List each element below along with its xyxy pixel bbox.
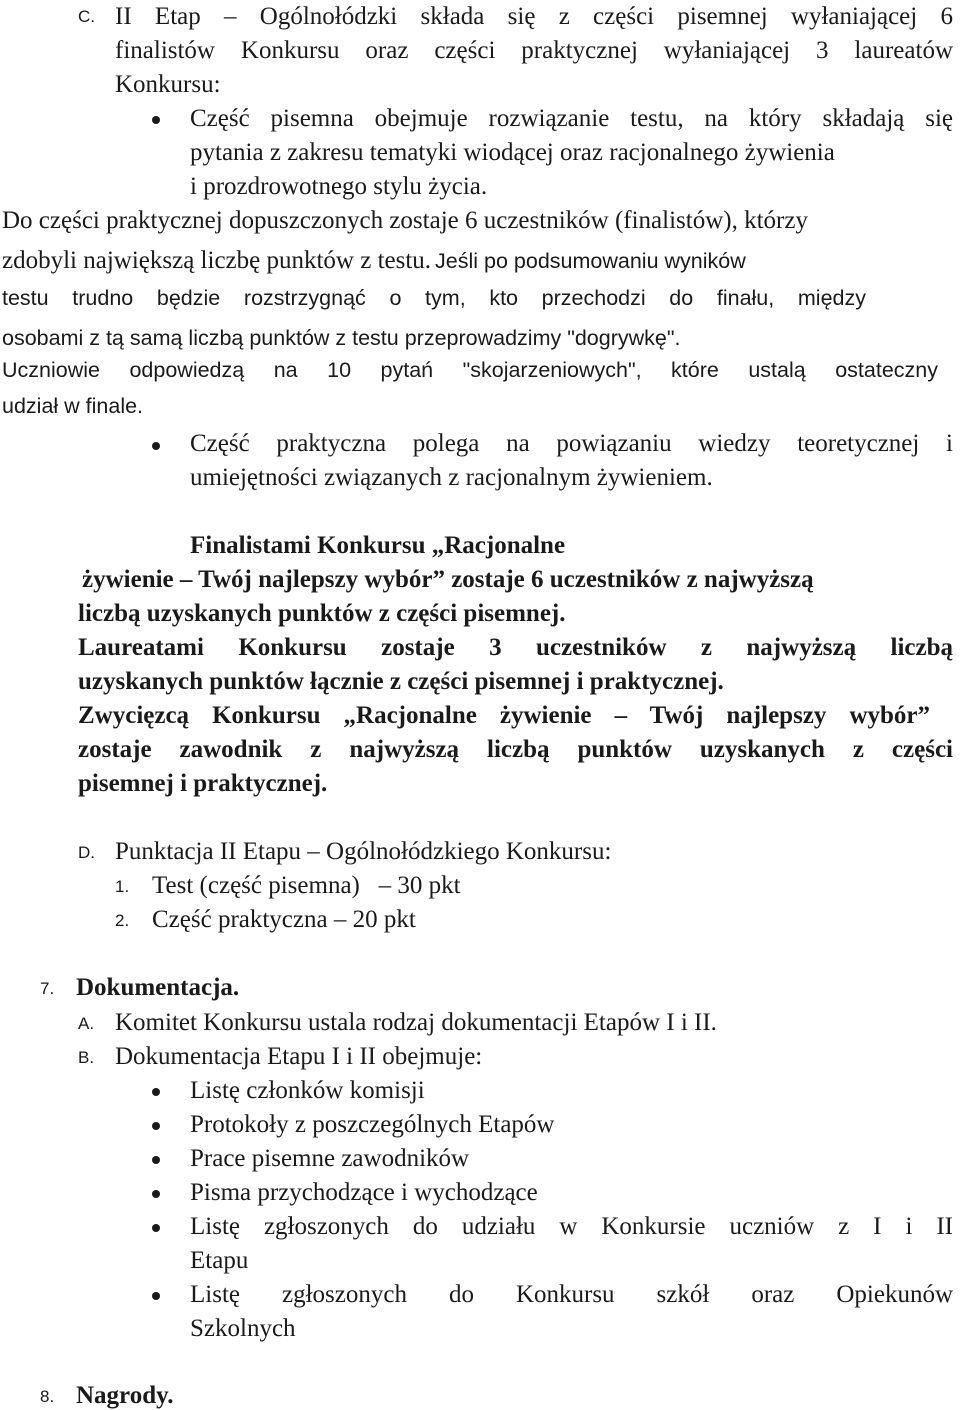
bullet1-line-3: i prozdrowotnego stylu życia. (190, 173, 488, 200)
bullet-marker (152, 1292, 160, 1300)
laureates-line-2: uzyskanych punktów łącznie z części pisemnej i praktycznej. (78, 668, 724, 695)
doc-list-item: Prace pisemne zawodników (190, 1145, 470, 1172)
laureates-line-1: Laureatami Konkursu zostaje 3 uczestników z najwyższą liczbą (78, 634, 953, 661)
sans-line-3: osobami z tą samą liczbą punktów z testu przeprowadzimy "dogrywkę". (2, 326, 681, 350)
bullet1-line-2: pytania z zakresu tematyki wiodącej oraz racjonalnego żywienia (190, 139, 835, 166)
section-7-marker: 7. (40, 979, 55, 998)
doc-list-item: Listę członków komisji (190, 1077, 425, 1104)
finalists-line-2: żywienie – Twój najlepszy wybór” zostaje 6 uczestników z najwyższą (82, 566, 814, 593)
doc-list-item-line-1: Listę zgłoszonych do udziału w Konkursie uczniów z I i II (190, 1213, 953, 1240)
bullet1-line-1: Część pisemna obejmuje rozwiązanie testu, na który składają się (190, 105, 953, 132)
section-8-title: Nagrody. (76, 1382, 174, 1409)
doc-list-item-line-2: Etapu (190, 1247, 249, 1274)
section-7-title: Dokumentacja. (76, 974, 240, 1001)
doc-list-item-line-2: Szkolnych (190, 1315, 296, 1342)
section-7b-text: Dokumentacja Etapu I i II obejmuje: (115, 1043, 483, 1070)
finalists-line-3: liczbą uzyskanych punktów z części pisemnej. (78, 600, 566, 627)
practical-para-line-1: Do części praktycznej dopuszczonych zostaje 6 uczestników (finalistów), którzy (2, 207, 808, 234)
sans-line-2: testu trudno będzie rozstrzygnąć o tym, kto przechodzi do finału, między (2, 286, 866, 310)
bullet-marker (152, 1190, 160, 1198)
bullet2-line-2: umiejętności związanych z racjonalnym żywieniem. (190, 464, 713, 491)
practical-para-line-2 (2, 248, 746, 273)
section-7b-marker: B. (78, 1048, 95, 1067)
bullet2-line-1: Część praktyczna polega na powiązaniu wiedzy teoretycznej i (190, 430, 953, 457)
winner-line-2: zostaje zawodnik z najwyższą liczbą punktów uzyskanych z części (78, 736, 953, 763)
section-c-marker: C. (78, 7, 95, 26)
section-d-title: Punktacja II Etapu – Ogólnołódzkiego Konkursu: (115, 838, 612, 865)
score-item: Test (część pisemna) – 30 pkt (152, 872, 461, 899)
doc-list-item: Protokoły z poszczególnych Etapów (190, 1111, 555, 1138)
score-item: Część praktyczna – 20 pkt (152, 906, 416, 933)
score-item-marker: 1. (115, 877, 130, 896)
bullet-marker (152, 1088, 160, 1096)
bullet-marker (152, 116, 160, 124)
practical-para-sans: Jeśli po podsumowaniu wyników (435, 249, 746, 273)
finalists-line-1: Finalistami Konkursu „Racjonalne (190, 532, 566, 559)
winner-line-1: Zwycięzcą Konkursu „Racjonalne żywienie – Twój najlepszy wybór” (78, 702, 930, 729)
section-7a-text: Komitet Konkursu ustala rodzaj dokumentacji Etapów I i II. (115, 1009, 717, 1036)
bullet-marker (152, 1122, 160, 1130)
bullet-marker (152, 1156, 160, 1164)
section-7a-marker: A. (78, 1014, 95, 1033)
sans-line-4: Uczniowie odpowiedzą na 10 pytań "skojarzeniowych", które ustalą ostateczny (2, 358, 938, 382)
bullet-marker (152, 442, 160, 450)
section-c-line-2: finalistów Konkursu oraz części praktycznej wyłaniającej 3 laureatów (115, 37, 953, 64)
section-d-marker: D. (78, 843, 95, 862)
bullet-marker (152, 1224, 160, 1232)
section-c-line-1: II Etap – Ogólnołódzki składa się z części pisemnej wyłaniającej 6 (115, 3, 953, 30)
doc-list-item: Pisma przychodzące i wychodzące (190, 1179, 538, 1206)
doc-list-item-line-1: Listę zgłoszonych do Konkursu szkół oraz Opiekunów (190, 1281, 953, 1308)
section-8-marker: 8. (40, 1387, 55, 1406)
section-c-line-3: Konkursu: (115, 71, 221, 98)
practical-para-serif: zdobyli największą liczbę punktów z testu. (2, 247, 432, 274)
winner-line-3: pisemnej i praktycznej. (78, 770, 328, 797)
sans-line-5: udział w finale. (2, 394, 144, 418)
score-item-marker: 2. (115, 911, 130, 930)
